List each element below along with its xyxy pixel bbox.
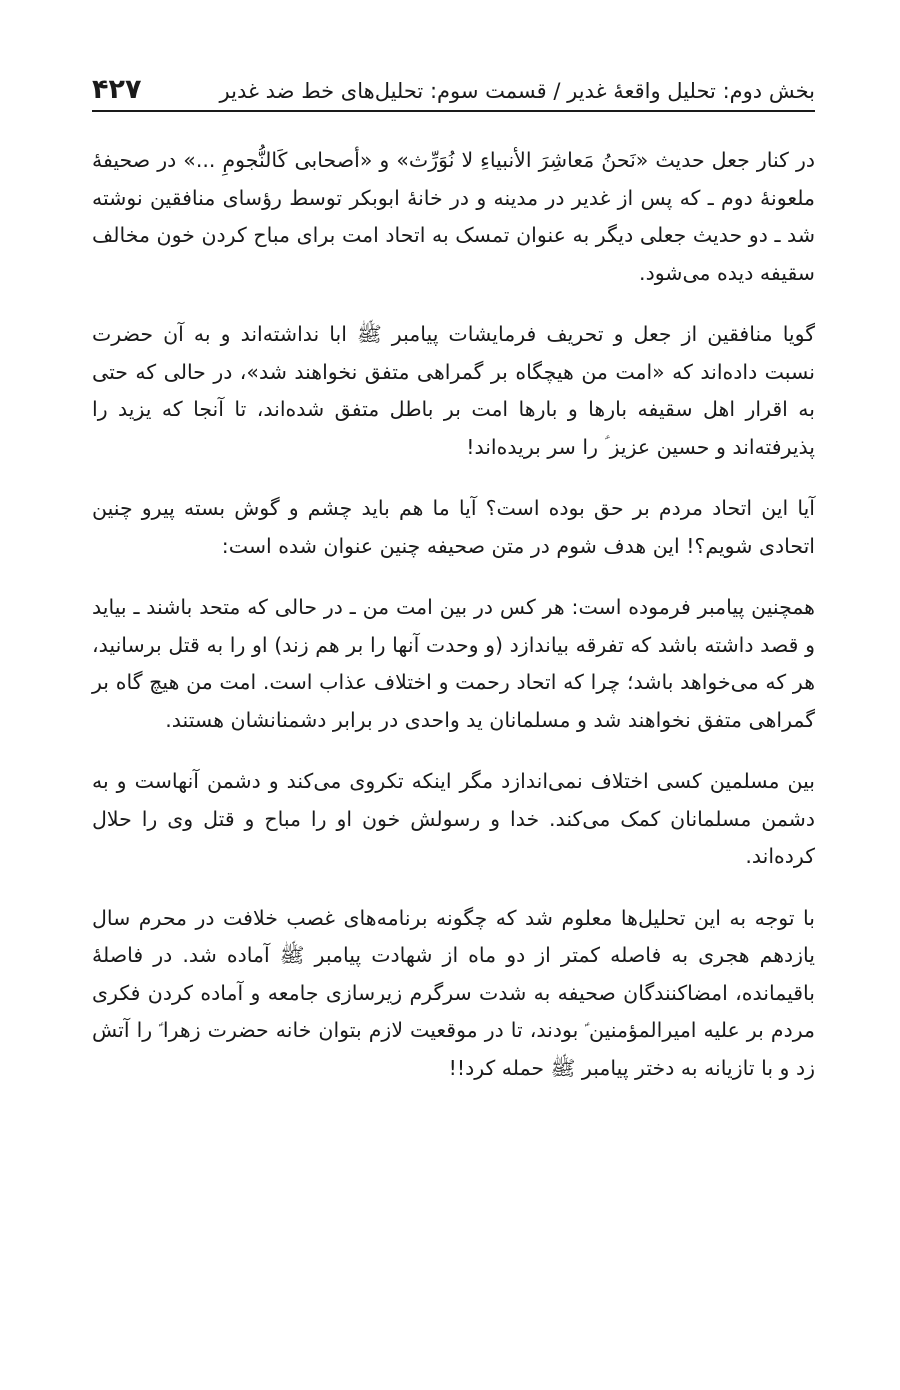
paragraph: در کنار جعل حدیث «نَحنُ مَعاشِرَ الأنبیاءِ لا نُوَرِّث» و «أصحابی کَالنُّجومِ ...» در صحیفهٔ ملعونهٔ دوم ـ که پس از غدیر در مدینه و در خانهٔ ابوبکر توسط رؤسای منافقین نوشته شد ـ دو حدیث جعلی دیگر به عنوان تمسک به اتحاد امت برای مباح کردن خون مخالف سقیفه دیده می‌شود. bbox=[92, 148, 815, 285]
paragraph: با توجه به این تحلیل‌ها معلوم شد که چگونه برنامه‌های غصب خلافت در محرم سال یازدهم هجری به فاصله کمتر از دو ماه از شهادت پیامبر ﷺ آماده شد. در فاصلهٔ باقیمانده، امضاکنندگان صحیفه به شدت سرگرم زیرسازی جامعه و آماده کردن فکری مردم بر علیه امیرالمؤمنین ؑ بودند، تا در موقعیت لازم بتوان خانه حضرت زهرا ؑ را آتش زد و با تازیانه به دختر پیامبر ﷺ حمله کرد!! bbox=[92, 905, 815, 1080]
book-page bbox=[92, 60, 815, 1111]
page-body bbox=[92, 142, 815, 1087]
page-header bbox=[92, 60, 815, 112]
page-number: ۴۲۷ bbox=[92, 74, 142, 105]
running-title: بخش دوم: تحلیل واقعهٔ غدیر / قسمت سوم: تحلیل‌های خط ضد غدیر bbox=[219, 79, 815, 103]
paragraph: آیا این اتحاد مردم بر حق بوده است؟ آیا ما هم باید چشم و گوش بسته پیرو چنین اتحادی شویم؟! این هدف شوم در متن صحیفه چنین عنوان شده است: bbox=[92, 496, 815, 558]
paragraph: گویا منافقین از جعل و تحریف فرمایشات پیامبر ﷺ ابا نداشته‌اند و به آن حضرت نسبت داده‌اند که «امت من هیچگاه بر گمراهی متفق نخواهند شد»، در حالی که حتی به اقرار اهل سقیفه بارها و بارها امت بر باطل متفق شده‌اند، تا آنجا که یزید را پذیرفته‌اند و حسین عزیز ؑ را سر بریده‌اند! bbox=[92, 322, 815, 459]
paragraph: بین مسلمین کسی اختلاف نمی‌اندازد مگر اینکه تکروی می‌کند و دشمن آنهاست و به دشمن مسلمانان کمک می‌کند. خدا و رسولش خون او را مباح و قتل وی را حلال کرده‌اند. bbox=[92, 769, 815, 868]
paragraph: همچنین پیامبر فرموده است: هر کس در بین امت من ـ در حالی که متحد باشند ـ بیاید و قصد داشته باشد که تفرقه بیاندازد (و وحدت آنها را بر هم زند) او را به قتل برسانید، هر که می‌خواهد باشد؛ چرا که اتحاد رحمت و اختلاف عذاب است. امت من هیچ گاه بر گمراهی متفق نخواهند شد و مسلمانان ید واحدی در برابر دشمنانشان هستند. bbox=[92, 595, 815, 732]
